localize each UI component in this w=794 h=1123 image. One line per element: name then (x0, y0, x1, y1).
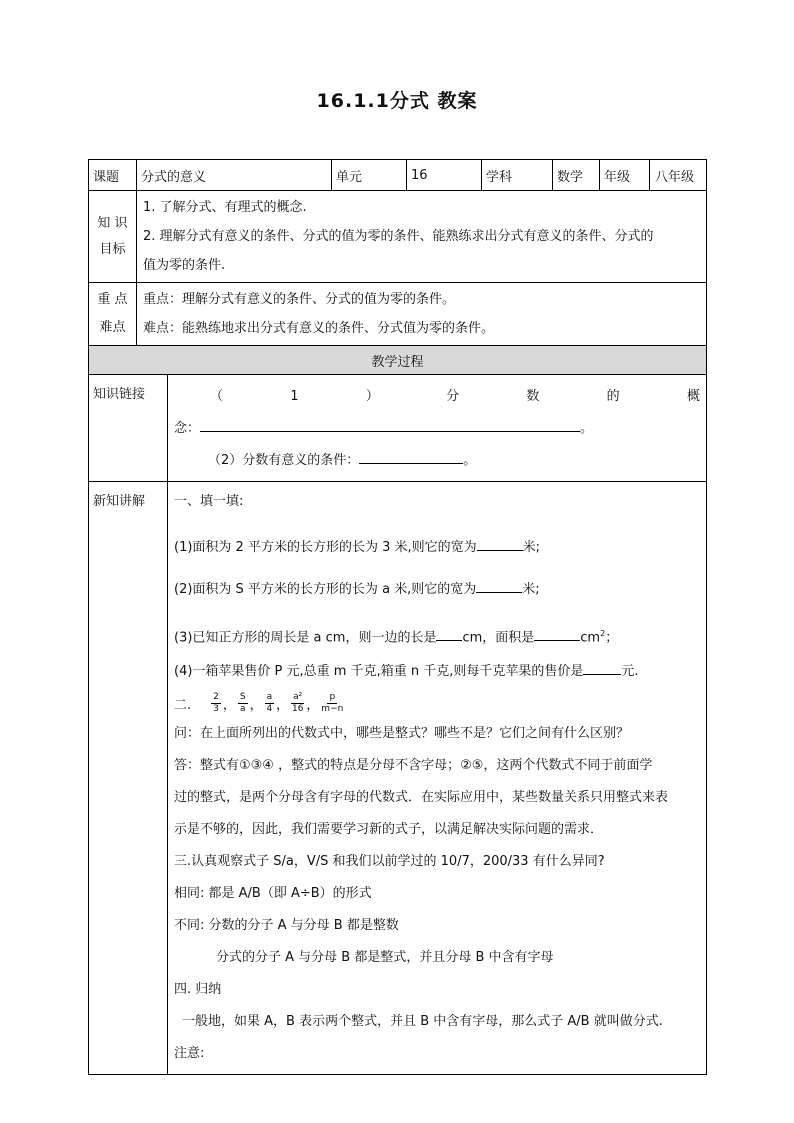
keypoints-content (137, 283, 707, 346)
question-text: 问：在上面所列出的代数式中，哪些是整式？哪些不是？它们之间有什么区别？ (174, 726, 630, 742)
section-2-mark: 二. (174, 697, 192, 713)
link-line1-prefix: 念： (174, 421, 201, 436)
question-1 (174, 532, 700, 564)
separator: ， (276, 697, 290, 713)
key-point: 重点：理解分式有意义的条件、分式的值为零的条件。 (143, 292, 456, 307)
separator: ， (222, 697, 236, 713)
grade-cell (600, 160, 707, 191)
link-line1 (174, 381, 700, 413)
link-token-4: 数 (526, 389, 540, 404)
fraction-list (174, 688, 700, 718)
question-3-end: ； (605, 630, 619, 646)
question-4-text: (4)一箱苹果售价 P 元,总重 m 千克,箱重 n 千克,则每千克苹果的售价是 (174, 664, 584, 680)
fraction-1: $\frac{2}{3}$ (213, 691, 219, 714)
link-token-1: 1 (290, 389, 299, 404)
fraction-2: $\frac{S}{a}$ (239, 691, 246, 714)
new-label: 新知讲解 (89, 482, 168, 1075)
question-2-text: (2)面积为 S 平方米的长方形的长为 a 米,则它的宽为 (174, 582, 477, 597)
difference-2: 分式的分子 A 与分母 B 都是整式，并且分母 B 中含有字母 (216, 950, 554, 966)
answer-blank[interactable] (534, 626, 580, 641)
link-token-0: （ (210, 389, 224, 404)
question-1-text: (1)面积为 2 平方米的长方形的长为 3 米,则它的宽为 (174, 540, 477, 555)
question-2 (174, 574, 700, 606)
goal-item-2: 2. 理解分式有意义的条件、分式的值为零的条件、能熟练求出分式有意义的条件、分式的 (143, 229, 654, 244)
question-4 (174, 656, 700, 688)
goals-label-line1: 知 识 (97, 215, 128, 231)
keypoints-label-line1: 重 点 (97, 292, 128, 307)
separator: ， (249, 697, 263, 713)
link-content (168, 375, 707, 482)
goal-item-2-cont: 值为零的条件. (143, 258, 226, 273)
keypoints-row (89, 283, 707, 346)
answer-blank[interactable] (359, 449, 463, 464)
link-label: 知识链接 (89, 375, 168, 482)
link-row (89, 375, 707, 482)
link-line2 (174, 445, 700, 477)
course-value: 分式的意义 (137, 160, 332, 191)
answer-line-1: 答：整式有①③④ ，整式的特点是分母不含字母；②⑤，这两个代数式不同于前面学 (174, 758, 653, 774)
fraction-3: $\frac{a}{4}$ (266, 691, 273, 714)
subject-label: 学科 (482, 160, 553, 191)
link-token-3: 分 (446, 389, 460, 404)
link-line2-text: （2）分数有意义的条件： (208, 453, 360, 468)
question-3-mid: cm，面积是 (462, 630, 535, 646)
link-token-2: ） (365, 389, 379, 404)
unit-label: 单元 (332, 160, 407, 191)
page-title: 16.1.1分式 教案 (316, 90, 478, 112)
section-3-title: 三.认真观察式子 S/a，V/S 和我们以前学过的 10/7，200/33 有什么异同? (174, 854, 605, 870)
question-3-text: (3)已知正方形的周长是 a cm，则一边的长是 (174, 630, 437, 646)
subject-value: 数学 (553, 160, 600, 191)
grade-label: 年级 (600, 160, 650, 190)
link-period: 。 (580, 421, 594, 436)
header-row (89, 160, 707, 191)
goal-item-1: 1. 了解分式、有理式的概念. (143, 200, 307, 215)
question-3 (174, 618, 700, 654)
link-period: 。 (463, 453, 477, 468)
goals-label (89, 191, 137, 283)
keypoints-label-line2: 难点 (99, 320, 126, 335)
answer-line-2: 过的整式，是两个分母含有字母的代数式．在实际应用中，某些数量关系只用整式来表 (174, 790, 669, 806)
section-4-title: 四. 归纳 (174, 982, 222, 998)
new-content (168, 482, 707, 1075)
difficult-point: 难点：能熟练地求出分式有意义的条件、分式值为零的条件。 (143, 321, 495, 336)
link-line1-cont (174, 413, 700, 445)
answer-blank[interactable] (583, 660, 621, 675)
separator: ， (306, 697, 320, 713)
new-knowledge-row (89, 482, 707, 1075)
question-4-unit: 元. (621, 664, 639, 680)
answer-line-3: 示是不够的，因此，我们需要学习新的式子，以满足解决实际问题的需求． (174, 822, 604, 838)
question-2-unit: 米; (522, 582, 540, 597)
course-label: 课题 (89, 160, 137, 191)
fraction-5: $\frac{p}{m-n}$ (321, 691, 344, 714)
same-point: 相同: 都是 A/B（即 A÷B）的形式 (174, 886, 372, 902)
answer-blank[interactable] (436, 626, 462, 641)
question-1-unit: 米; (522, 540, 541, 555)
link-token-6: 概 (686, 389, 700, 404)
note-label: 注意: (174, 1046, 205, 1062)
difference-1: 不同: 分数的分子 A 与分母 B 都是整数 (174, 918, 399, 934)
question-3-sup: 2 (600, 629, 606, 638)
process-header-row (89, 346, 707, 375)
summary-text: 一般地，如果 A，B 表示两个整式，并且 B 中含有字母，那么式子 A/B 就叫做分式. (182, 1014, 663, 1030)
goals-label-line2: 目标 (99, 241, 126, 257)
goals-content (137, 191, 707, 283)
unit-value: 16 (407, 160, 482, 191)
goals-row (89, 191, 707, 283)
answer-blank[interactable] (200, 417, 580, 432)
answer-blank[interactable] (476, 578, 522, 593)
question-3-unit: cm (580, 630, 601, 646)
answer-blank[interactable] (477, 536, 523, 551)
fraction-4: $\frac{\text{a²}}{16}$ (291, 691, 304, 714)
lesson-plan-table (88, 159, 707, 1075)
keypoints-label (89, 283, 137, 346)
section-1-title: 一、填一填: (174, 494, 244, 509)
link-token-5: 的 (606, 389, 620, 404)
process-header: 教学过程 (89, 346, 707, 375)
grade-value: 八年级 (655, 169, 695, 185)
